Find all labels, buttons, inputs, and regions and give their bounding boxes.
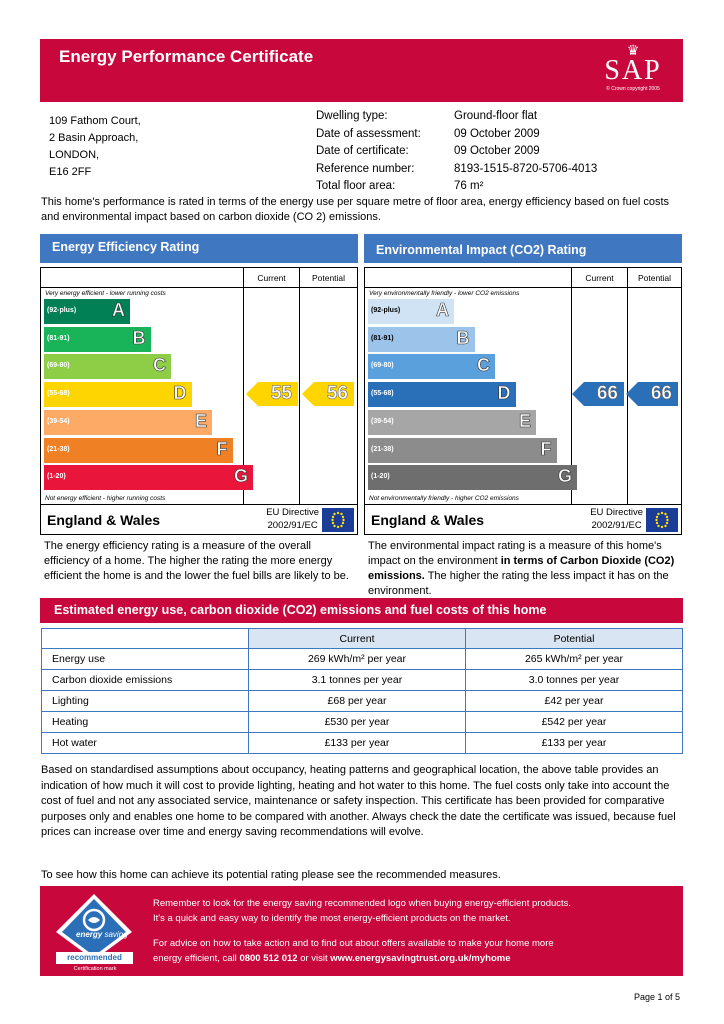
eu-flag-icon	[646, 508, 678, 532]
efficiency-chart	[40, 267, 358, 505]
crown-icon: ♛	[626, 42, 640, 58]
band-range: (69-80)	[371, 362, 394, 370]
detail-label: Total floor area:	[316, 180, 396, 192]
rating-band-g	[368, 465, 577, 490]
band-range: (55-68)	[371, 390, 394, 398]
band-letter: B	[132, 327, 146, 348]
banner-line: It's a quick and easy way to identify the most energy-efficient products on the market.	[153, 913, 511, 924]
detail-value: 76 m²	[454, 180, 484, 192]
environmental-impact-panel	[364, 234, 682, 599]
band-letter: E	[518, 410, 531, 431]
potential-rating-value: 66	[650, 383, 672, 405]
directive-line: 2002/91/EC	[591, 520, 642, 531]
estimated-section-title: Estimated energy use, carbon dioxide (CO2) emissions and fuel costs of this home	[40, 598, 683, 623]
rating-band-c	[368, 354, 495, 379]
header-banner	[40, 39, 683, 102]
logo-saving-word: saving	[104, 930, 128, 939]
phone-number: 0800 512 012	[239, 953, 298, 964]
chart-footer	[364, 505, 682, 535]
table-row	[42, 712, 683, 733]
current-value: £133 per year	[249, 733, 466, 754]
current-column-header: Current	[257, 273, 286, 283]
band-letter: A	[112, 300, 125, 320]
band-range: (39-54)	[47, 417, 70, 425]
description-part: The environmental impact rating is a measure of this home's impact on the environment	[368, 540, 662, 567]
potential-rating-arrow	[302, 382, 354, 406]
table-header-empty	[42, 629, 249, 649]
band-range: (21-38)	[47, 445, 70, 453]
row-label: Carbon dioxide emissions	[42, 670, 249, 691]
column-divider	[299, 268, 300, 504]
address-line: 109 Fathom Court,	[49, 115, 141, 127]
property-details	[316, 108, 597, 196]
detail-value: 09 October 2009	[454, 145, 540, 157]
rating-band-c	[44, 354, 171, 379]
band-range: (92-plus)	[47, 307, 77, 314]
rating-band-a	[368, 299, 454, 324]
current-rating-arrow	[246, 382, 298, 406]
table-header-row	[42, 629, 683, 649]
description-part: The higher the rating the less impact it has on the environment.	[368, 570, 669, 597]
panel-title: Energy Efficiency Rating	[40, 234, 358, 263]
detail-value: Ground-floor flat	[454, 110, 538, 122]
recommendation-note: To see how this home can achieve its potential rating please see the recommended measures.	[41, 869, 501, 881]
region-label: England & Wales	[47, 512, 161, 528]
eu-directive	[266, 506, 319, 532]
bottom-note: Not environmentally friendly - higher CO2 emissions	[369, 495, 519, 502]
potential-value: 265 kWh/m² per year	[466, 649, 683, 670]
table-header-current: Current	[249, 629, 466, 649]
logo-energy-word: energy	[76, 930, 103, 939]
current-value: 3.1 tonnes per year	[249, 670, 466, 691]
address-line: LONDON,	[49, 149, 100, 161]
sap-logo-text: SAP	[604, 55, 662, 86]
energy-saving-banner	[40, 886, 683, 976]
band-letter: A	[436, 300, 449, 320]
address-line: 2 Basin Approach,	[49, 132, 139, 144]
banner-text: energy efficient, call	[153, 953, 240, 964]
page-number: Page 1 of 5	[633, 992, 680, 1002]
detail-label: Dwelling type:	[316, 110, 388, 122]
row-label: Lighting	[42, 691, 249, 712]
potential-column-header: Potential	[637, 273, 672, 283]
directive-line: 2002/91/EC	[267, 520, 318, 531]
potential-value: £42 per year	[466, 691, 683, 712]
band-letter: C	[153, 355, 166, 376]
band-letter: D	[173, 383, 187, 404]
rating-band-b	[44, 327, 151, 352]
band-letter: G	[233, 466, 248, 487]
band-letter: B	[456, 327, 470, 348]
table-row	[42, 649, 683, 670]
rating-band-g	[44, 465, 253, 490]
table-row	[42, 733, 683, 754]
current-rating-arrow	[572, 382, 624, 406]
directive-line: EU Directive	[266, 507, 319, 518]
website-link[interactable]: www.energysavingtrust.org.uk/myhome	[330, 953, 511, 964]
band-letter: C	[477, 355, 490, 376]
logo-cert-text: Certification mark	[73, 966, 117, 972]
current-rating-value: 66	[596, 383, 618, 405]
directive-line: EU Directive	[590, 507, 643, 518]
eu-flag-icon	[322, 508, 354, 532]
property-address	[49, 113, 141, 181]
band-range: (1-20)	[47, 473, 66, 481]
page-title: Energy Performance Certificate	[59, 47, 314, 66]
rating-band-e	[368, 410, 536, 435]
banner-line: Remember to look for the energy saving recommended logo when buying energy-efficient products.	[153, 898, 572, 909]
assumptions-paragraph: Based on standardised assumptions about occupancy, heating patterns and geographical location, the above table provides an indication of how much it will cost to provide lighting, heating and hot water to this home. The fuel costs only take into account the cost of fuel and not any associated service, maintenance or safety inspection. This certificate has been provided for comparative purposes only and enables one home to be compared with another. Always check the date the certificate was issued, because fuel prices can increase over time and energy saving recommendations will evolve.	[41, 764, 676, 838]
potential-rating-arrow	[626, 382, 678, 406]
current-value: 269 kWh/m² per year	[249, 649, 466, 670]
bottom-note: Not energy efficient - higher running costs	[45, 495, 166, 502]
current-rating-value: 55	[270, 383, 292, 405]
efficiency-description: The energy efficiency rating is a measure of the overall efficiency of a home. The higher the rating the more energy efficient the home is and the lower the fuel bills are likely to be.	[44, 540, 349, 582]
table-row	[42, 691, 683, 712]
band-range: (21-38)	[371, 445, 394, 453]
chart-footer	[40, 505, 358, 535]
energy-saving-recommended-logo	[52, 890, 137, 974]
address-line: E16 2FF	[49, 166, 92, 178]
table-header-potential: Potential	[466, 629, 683, 649]
banner-text: or visit	[297, 953, 331, 964]
rating-band-e	[44, 410, 212, 435]
detail-label: Date of certificate:	[316, 145, 409, 157]
rating-band-b	[368, 327, 475, 352]
intro-text: This home's performance is rated in terms of the energy use per square metre of floor area, energy efficiency based on fuel costs and environmental impact based on carbon dioxide (CO 2) emissions.	[41, 196, 669, 223]
current-value: £68 per year	[249, 691, 466, 712]
detail-value: 8193-1515-8720-5706-4013	[454, 162, 598, 175]
detail-label: Reference number:	[316, 162, 415, 175]
band-letter: F	[216, 438, 228, 459]
eu-directive	[590, 506, 643, 532]
panel-title: Environmental Impact (CO2) Rating	[364, 234, 682, 263]
banner-advice	[153, 936, 554, 966]
band-letter: F	[540, 438, 552, 459]
row-label: Energy use	[42, 649, 249, 670]
rating-band-f	[368, 438, 557, 463]
band-range: (92-plus)	[371, 307, 401, 314]
potential-value: 3.0 tonnes per year	[466, 670, 683, 691]
banner-line	[153, 951, 554, 966]
description-part-bold: in terms of Carbon Dioxide (CO2) emissions.	[368, 555, 675, 582]
current-column-header: Current	[585, 273, 614, 283]
band-range: (69-80)	[47, 362, 70, 370]
sap-copyright: © Crown copyright 2005	[606, 86, 660, 92]
top-note: Very environmentally friendly - lower CO2 emissions	[369, 290, 520, 297]
logo-energy-text	[76, 930, 128, 939]
top-note: Very energy efficient - lower running costs	[45, 290, 166, 297]
detail-label: Date of assessment:	[316, 127, 421, 140]
band-range: (55-68)	[47, 390, 70, 398]
potential-column-header: Potential	[311, 273, 346, 283]
rating-band-d	[44, 382, 192, 407]
band-range: (81-91)	[371, 334, 394, 342]
banner-message	[153, 896, 571, 926]
rating-band-a	[44, 299, 130, 324]
band-range: (81-91)	[47, 334, 70, 342]
energy-efficiency-panel	[40, 234, 358, 584]
current-value: £530 per year	[249, 712, 466, 733]
potential-value: £133 per year	[466, 733, 683, 754]
table-row	[42, 670, 683, 691]
logo-recommended-text: recommended	[67, 953, 122, 962]
band-range: (1-20)	[371, 473, 390, 481]
rating-band-f	[44, 438, 233, 463]
banner-line: For advice on how to take action and to find out about offers available to make your home more	[153, 938, 554, 949]
rating-band-d	[368, 382, 516, 407]
detail-value: 09 October 2009	[454, 127, 540, 140]
potential-value: £542 per year	[466, 712, 683, 733]
potential-rating-value: 56	[326, 383, 348, 405]
band-letter: G	[557, 466, 572, 487]
environment-description	[364, 539, 682, 599]
estimated-table	[41, 628, 683, 754]
band-range: (39-54)	[371, 417, 394, 425]
row-label: Heating	[42, 712, 249, 733]
band-letter: D	[497, 383, 511, 404]
region-label: England & Wales	[371, 512, 485, 528]
row-label: Hot water	[42, 733, 249, 754]
sap-logo	[593, 43, 673, 99]
environment-chart	[364, 267, 682, 505]
band-letter: E	[194, 410, 207, 431]
